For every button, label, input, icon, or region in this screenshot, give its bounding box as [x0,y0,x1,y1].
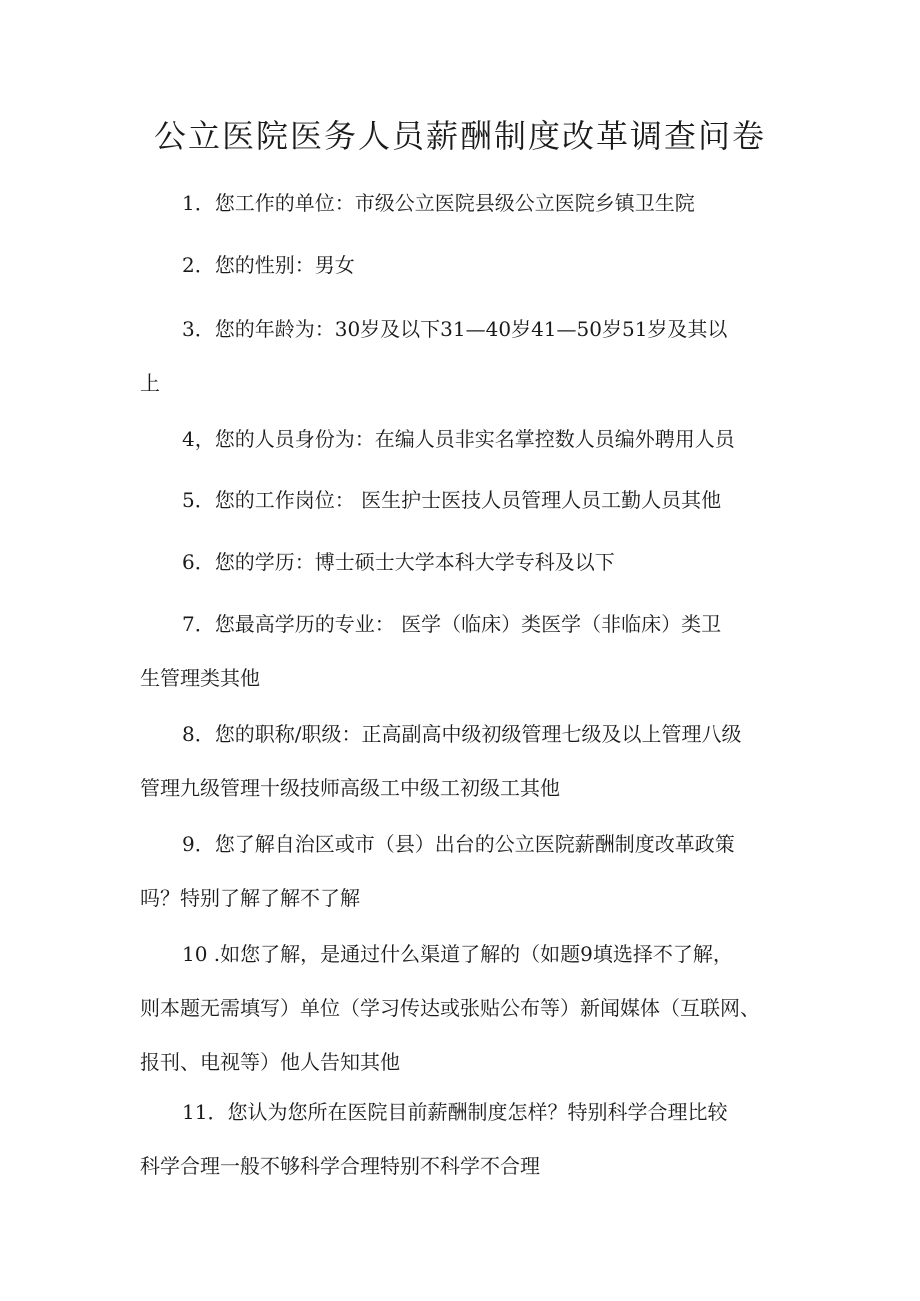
question-8-line-2: 管理九级管理十级技师高级工中级工初级工其他 [140,776,560,800]
question-1 [140,176,790,230]
question-11 [140,1085,790,1193]
question-10-line-3: 报刊、电视等）他人告知其他 [140,1050,400,1074]
question-4-line-1: 4，您的人员身份为：在编人员非实名掌控数人员编外聘用人员 [182,427,735,451]
question-5-line-1: 5．您的工作岗位： 医生护士医技人员管理人员工勤人员其他 [182,488,722,512]
question-10-line-1: 10 .如您了解，是通过什么渠道了解的（如题9填选择不了解， [182,942,733,966]
question-3-line-2: 上 [140,371,160,395]
question-7-line-2: 生管理类其他 [140,666,260,690]
question-7-line-1: 7．您最高学历的专业： 医学（临床）类医学（非临床）类卫 [182,612,722,636]
question-5 [140,473,790,527]
question-2-line-1: 2．您的性别：男女 [182,253,355,277]
question-6 [140,535,790,589]
question-4 [140,412,790,466]
question-8-line-1: 8．您的职称/职级：正高副高中级初级管理七级及以上管理八级 [182,722,742,746]
question-1-line-1: 1．您工作的单位：市级公立医院县级公立医院乡镇卫生院 [182,191,695,215]
question-9-line-2: 吗？特别了解了解不了解 [140,886,360,910]
question-3-line-1: 3．您的年龄为：30岁及以下31—40岁41—50岁51岁及其以 [182,317,728,341]
question-9-line-1: 9．您了解自治区或市（县）出台的公立医院薪酬制度改革政策 [182,832,735,856]
question-8 [140,707,790,815]
question-3 [140,302,790,410]
question-6-line-1: 6．您的学历：博士硕士大学本科大学专科及以下 [182,550,615,574]
question-2 [140,238,790,292]
question-10-line-2: 则本题无需填写）单位（学习传达或张贴公布等）新闻媒体（互联网、 [140,996,760,1020]
question-9 [140,817,790,925]
question-10 [140,927,790,1089]
document-title: 公立医院医务人员薪酬制度改革调查问卷 [153,117,766,155]
question-11-line-2: 科学合理一般不够科学合理特别不科学不合理 [140,1154,540,1178]
question-11-line-1: 11．您认为您所在医院目前薪酬制度怎样？特别科学合理比较 [182,1100,728,1124]
question-7 [140,597,790,705]
